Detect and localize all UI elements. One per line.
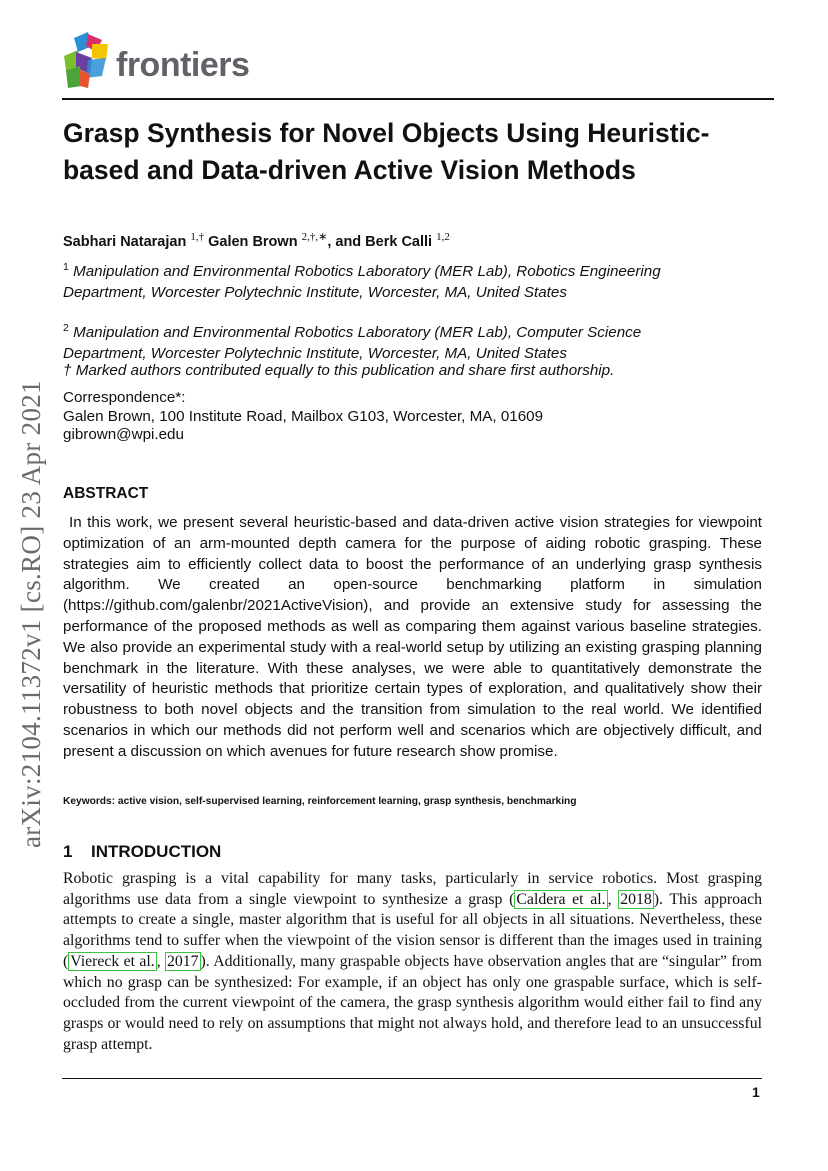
header-rule [62, 98, 774, 100]
author-affiliation-mark: 2,†,∗ [301, 231, 328, 243]
section-title: INTRODUCTION [91, 842, 222, 861]
page-number: 1 [752, 1084, 760, 1100]
citation-year-link[interactable]: 2018 [620, 890, 652, 908]
text-run: ). This approach attempts to create a single, master algorithm that is useful for all objects in all situations. Nevertheless, these algorithms tend to suffer when the viewpoint of the vision sensor is different than the images used in training ( [63, 890, 762, 970]
frontiers-logo-icon [62, 30, 118, 92]
citation-year-link[interactable]: 2017 [166, 952, 199, 970]
citation-link[interactable]: Viereck et al. [70, 952, 155, 970]
affiliation-mark: 2 [63, 322, 69, 334]
author-name: Galen Brown [208, 233, 298, 250]
text-run: ). Additionally, many graspable objects have observation angles that are “singular” from which no grasp can be synthesized: For example, if an object has only one graspable surface, which is self-occluded from the current viewpoint of the camera, the grasp synthesis algorithm would either fail to find any grasps or would need to rely on assumptions that might not always hold, and therefore lead to an unsuccessful grasp attempt. [63, 952, 762, 1053]
text-run: Robotic grasping is a vital capability for many tasks, particularly in service robotics. Most grasping algorithms use data from a single viewpoint to synthesize a grasp ( [63, 870, 762, 908]
author-name: Sabhari Natarajan [63, 233, 187, 250]
abstract-body: In this work, we present several heuristic-based and data-driven active vision strategies for viewpoint optimization of an arm-mounted depth camera for the purpose of aiding robotic grasping. These strategies aim to efficiently collect data to boost the performance of an underlying grasp synthesis algorithm. We created an open-source benchmarking platform in simulation (https://github.com/galenbr/2021ActiveVision), and provide an extensive study for assessing the performance of the proposed methods as well as comparing them against various baseline strategies. We also provide an experimental study with a real-world setup by utilizing an existing grasping planning benchmark in the literature. With these analyses, we were able to quantitatively demonstrate the versatility of heuristic methods that prioritize certain types of exploration, and qualitatively show their robustness to both novel objects and the transition from simulation to the real world. We identified scenarios in which our methods did not perform well and scenarios which are objectively difficult, and present a discussion on which avenues for future research show promise. [63, 514, 762, 760]
citation-link[interactable]: Caldera et al. [516, 890, 606, 908]
equal-contribution-note [63, 360, 703, 381]
author-affiliation-mark: 1,† [190, 231, 205, 243]
author-affiliation-mark: 1,2 [436, 231, 450, 243]
correspondence-address: Galen Brown, 100 Institute Road, Mailbox G103, Worcester, MA, 01609 [63, 407, 544, 425]
abstract-heading: ABSTRACT [63, 485, 149, 502]
note-mark: † [63, 362, 72, 379]
section-heading-introduction [63, 842, 221, 862]
arxiv-identifier: arXiv:2104.11372v1 [cs.RO] 23 Apr 2021 [16, 380, 46, 848]
correspondence [63, 389, 543, 445]
introduction-paragraph: Robotic grasping is a vital capability for many tasks, particularly in service robotics. Most grasping algorithms use data from a single viewpoint to synthesize a grasp ( Caldera et al. , 2018 ). This approach attempts to create a single, master algorithm that is useful for all objects in all situations. Nevertheless, these algorithms tend to suffer when the viewpoint of the vision sensor is different than the images used in training ( Viereck et al. , 2017 ). Additionally, many graspable objects have observation angles that are “singular” from which no grasp can be synthesized: For example, if an object has only one graspable surface, which is self-occluded from the current viewpoint of the camera, the grasp synthesis algorithm would either fail to find any grasps or would need to rely on assumptions that might not always hold, and therefore lead to an unsuccessful grasp attempt. [63, 870, 762, 1053]
affiliation-mark: 1 [63, 261, 69, 273]
affiliation [63, 257, 703, 303]
note-text: Marked authors contributed equally to this publication and share first authorship. [75, 362, 615, 379]
correspondence-label: Correspondence*: [63, 389, 186, 406]
author-list: Sabhari Natarajan $^{1,\dagger}$ Galen Brown $^{2,\dagger,∗}$, and Berk Calli $^{1,2}$ [63, 231, 450, 250]
correspondence-email[interactable]: gibrown@wpi.edu [63, 426, 184, 443]
affiliation-text: Manipulation and Environmental Robotics Laboratory (MER Lab), Computer Science Department, Worcester Polytechnic Institute, Worcester, MA, United States [63, 324, 642, 363]
section-number: 1 [63, 842, 73, 861]
frontiers-wordmark: frontiers [116, 46, 250, 84]
affiliation-text: Manipulation and Environmental Robotics Laboratory (MER Lab), Robotics Engineering Department, Worcester Polytechnic Institute, Worcester, MA, United States [63, 263, 661, 302]
footer-rule [62, 1078, 762, 1079]
author-name: and Berk Calli [335, 233, 433, 250]
paper-title: Grasp Synthesis for Novel Objects Using Heuristic-based and Data-driven Active Vision Methods [63, 118, 710, 185]
affiliation [63, 318, 703, 364]
keywords: Keywords: active vision, self-supervised learning, reinforcement learning, grasp synthesis, benchmarking [63, 796, 577, 807]
